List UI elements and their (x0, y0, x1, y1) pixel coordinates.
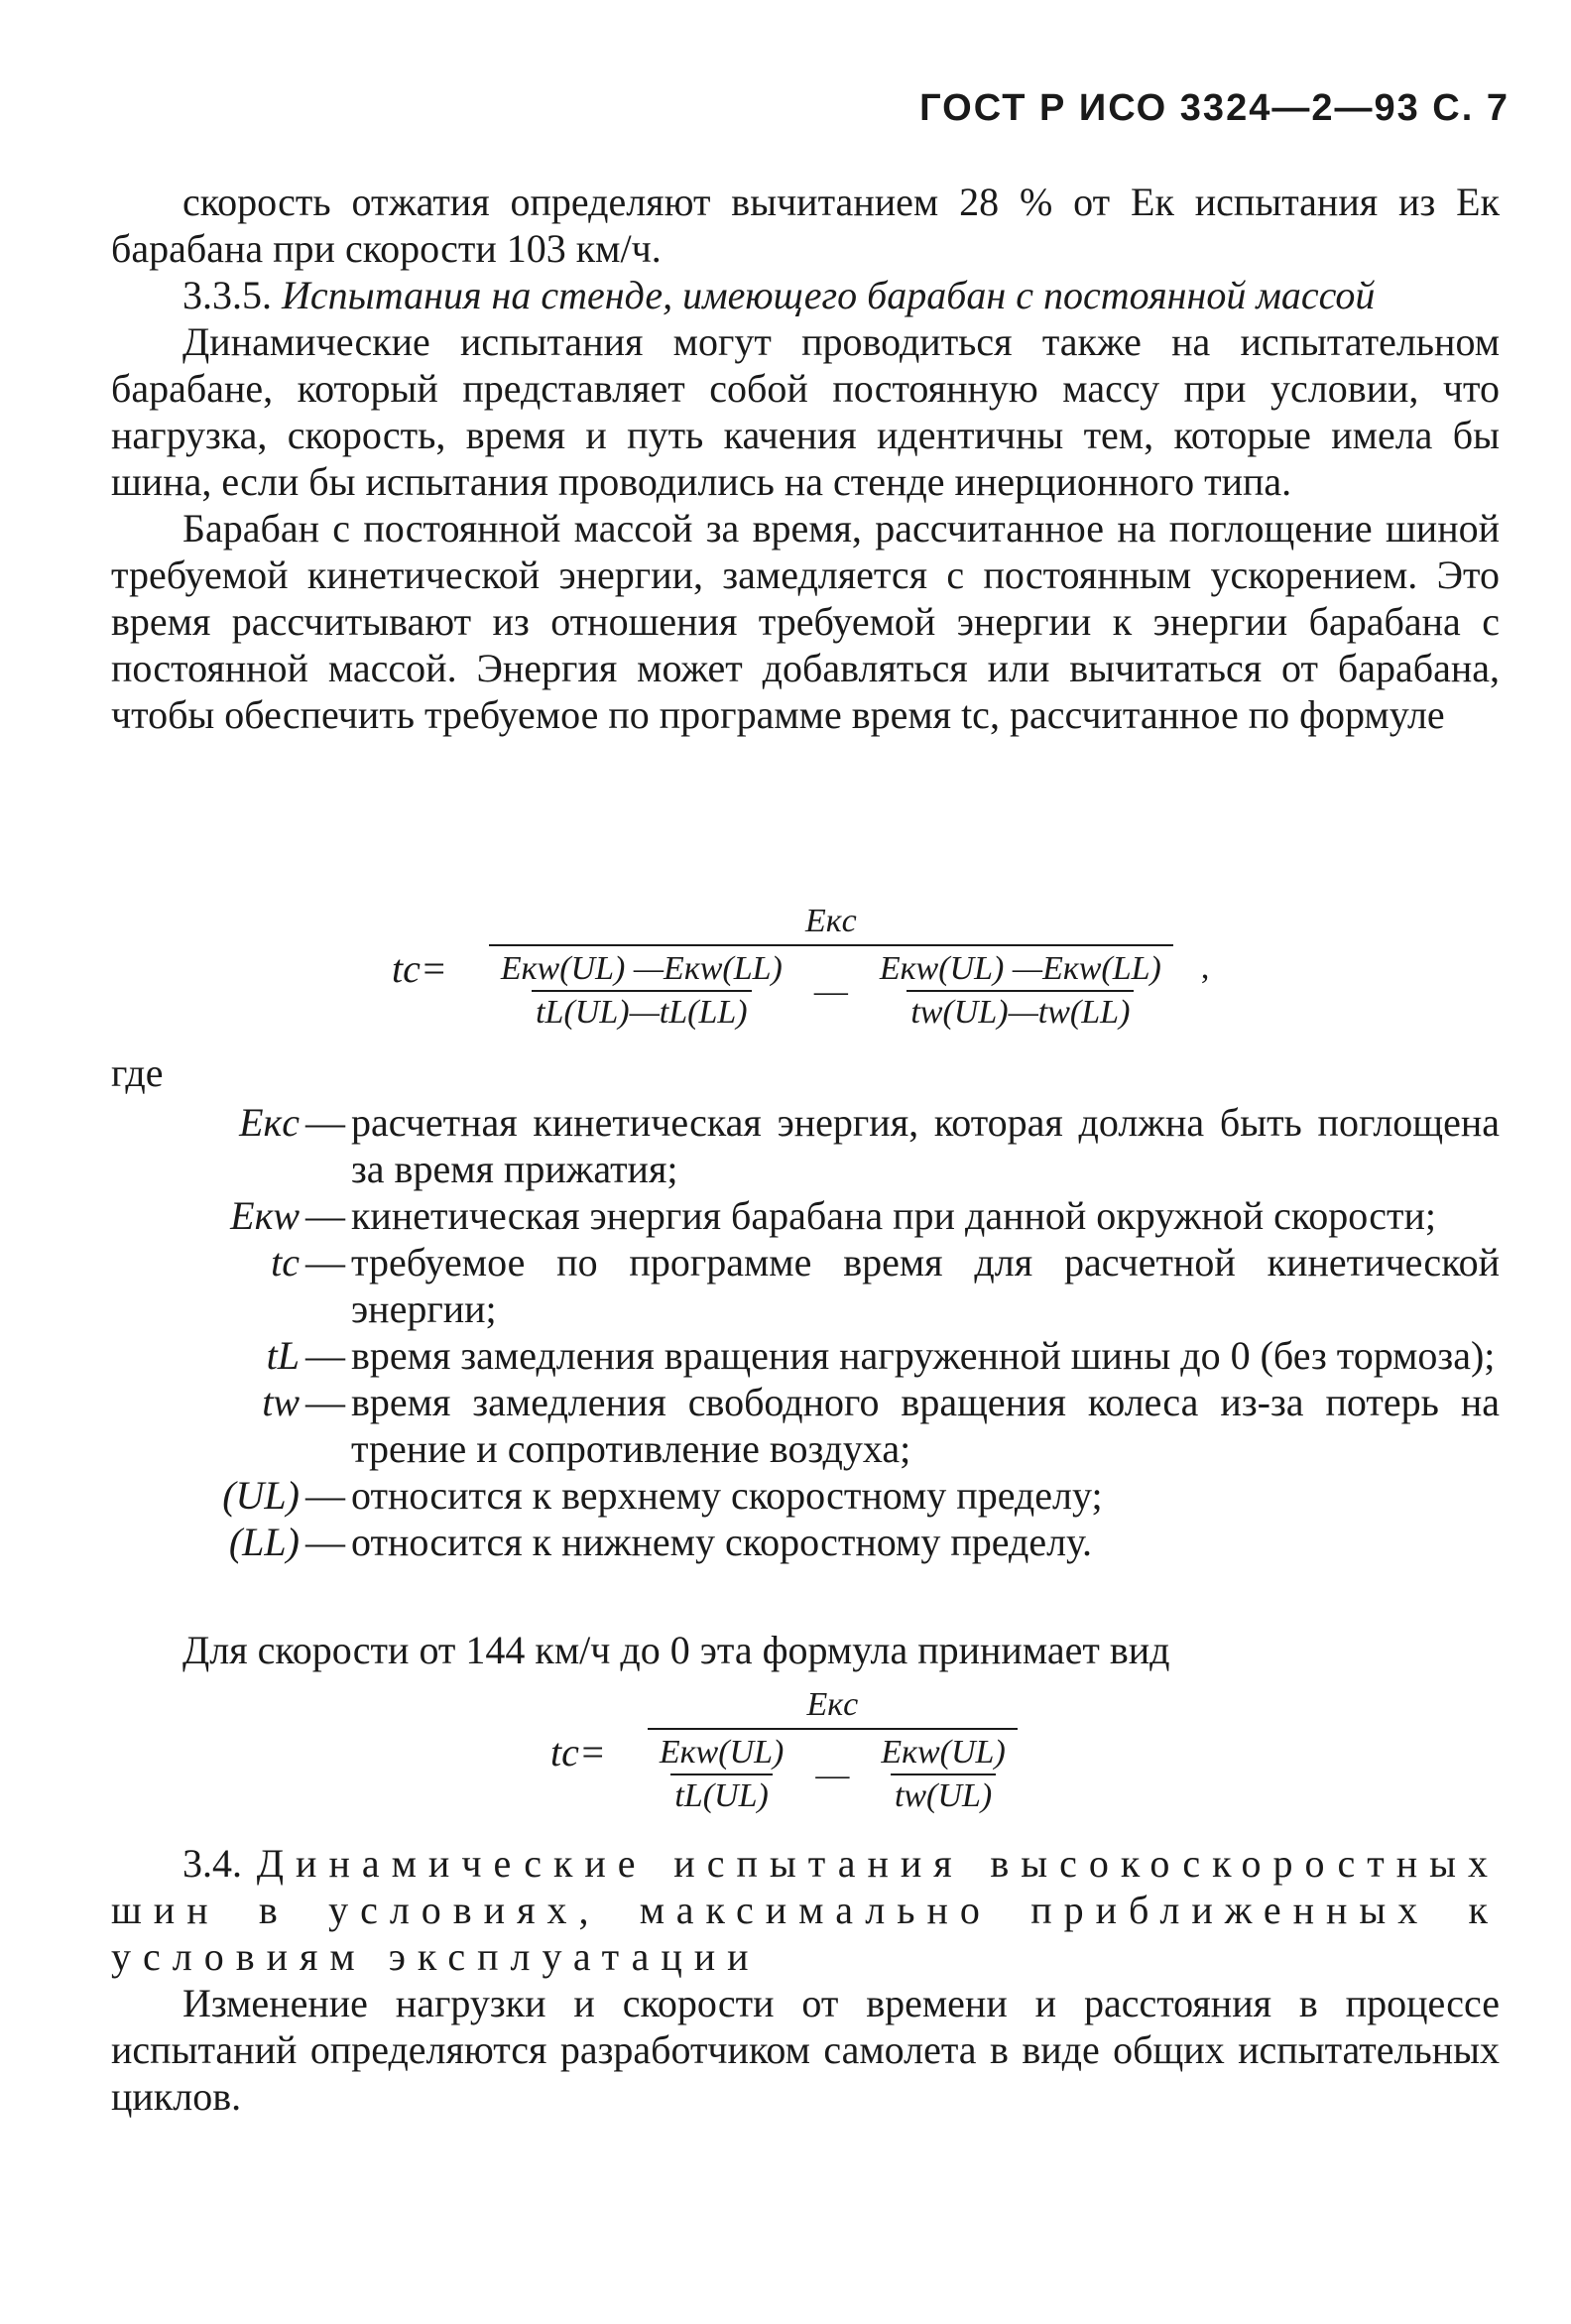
definition-item: tw — время замедления свободного вращения колеса из-за потерь на трение и сопротивление воздуха; (111, 1379, 1500, 1472)
sub-fraction-2-numerator: Eкw(UL) (881, 1734, 1006, 1771)
definition-symbol: tw (262, 1380, 300, 1424)
paragraph-4: Для скорости от 144 км/ч до 0 эта формула принимает вид (182, 1628, 1170, 1672)
formula-lhs: tc= (550, 1729, 606, 1774)
sub-fraction-1-denominator: tL(UL)—tL(LL) (532, 990, 752, 1034)
denominator (489, 944, 1173, 1034)
section-number: 3.4. (182, 1841, 242, 1886)
numerator: Eкc (804, 903, 857, 939)
definition-item: (LL) — относится к нижнему скоростному пределу. (111, 1519, 1500, 1565)
sub-fraction-1 (656, 1734, 787, 1817)
main-fraction (489, 903, 1173, 1034)
sub-fraction-2 (876, 950, 1165, 1034)
definition-item: Eкc — расчетная кинетическая энергия, которая должна быть поглощена за время прижатия; (111, 1099, 1500, 1192)
definition-symbol: Eкw (230, 1193, 300, 1238)
where-label: где (111, 1050, 164, 1095)
page-header: ГОСТ Р ИСО 3324—2—93 С. 7 (919, 87, 1510, 129)
section-number: 3.3.5. (182, 273, 272, 317)
section-3-3-5-heading (111, 272, 1500, 318)
definition-item: tc — требуемое по программе время для расчетной кинетической энергии; (111, 1239, 1500, 1332)
text-block-top (111, 179, 1500, 738)
sub-fraction-1 (497, 950, 786, 1034)
definition-item: (UL) — относится к верхнему скоростному пределу; (111, 1472, 1500, 1519)
text-block-bottom (111, 1840, 1500, 2120)
paragraph-5: Изменение нагрузки и скорости от времени и расстояния в процессе испытаний определяются разработчиком самолета в виде общих испытательных циклов. (111, 1981, 1500, 2119)
definition-item: tL — время замедления вращения нагруженной шины до 0 (без тормоза); (111, 1332, 1500, 1379)
paragraph-1: скорость отжатия определяют вычитанием 28 % от Eк испытания из Eк барабана при скорости 103 км/ч. (111, 180, 1500, 271)
definition-symbol: tL (266, 1333, 300, 1378)
main-fraction (648, 1686, 1018, 1817)
sub-fraction-1-numerator: Eкw(UL) —Eкw(LL) (500, 950, 783, 987)
formula-1 (392, 903, 1209, 1034)
definition-symbol: (UL) (222, 1473, 300, 1518)
definition-text: расчетная кинетическая энергия, которая должна быть поглощена за время прижатия; (351, 1100, 1500, 1191)
numerator: Eкc (806, 1686, 859, 1723)
definition-text: время замедления вращения нагруженной шины до 0 (без тормоза); (351, 1333, 1496, 1378)
definition-text: относится к верхнему скоростному пределу; (351, 1473, 1103, 1518)
section-title: Динамические испытания высокоскоростных шин в условиях, максимально приближенных к условиям эксплуатации (111, 1841, 1500, 1979)
sub-fraction-2-denominator: tw(UL) (891, 1774, 996, 1817)
definition-symbol: Eкc (239, 1100, 300, 1145)
definition-text: относится к нижнему скоростному пределу. (351, 1520, 1093, 1564)
formula-comma: , (1200, 949, 1210, 986)
definition-symbol: (LL) (228, 1520, 300, 1564)
sub-fraction-2 (877, 1734, 1009, 1817)
definition-text: время замедления свободного вращения колеса из-за потерь на трение и сопротивление воздуха; (351, 1380, 1500, 1471)
definition-text: кинетическая энергия барабана при данной окружной скорости; (351, 1193, 1437, 1238)
text-block-middle (111, 1627, 1500, 1673)
paragraph-3: Барабан с постоянной массой за время, рассчитанное на поглощение шиной требуемой кинетической энергии, замедляется с постоянным ускорением. Это время рассчитывают из отношения требуемой энергии к энергии барабана с постоянной массой. Энергия может добавляться или вычитаться от барабана, чтобы обеспечить требуемое по программе время tc, рассчитанное по формуле (111, 506, 1500, 737)
section-title: Испытания на стенде, имеющего барабан с постоянной массой (282, 273, 1376, 317)
definitions-list (111, 1099, 1500, 1565)
definition-text: требуемое по программе время для расчетной кинетической энергии; (351, 1240, 1500, 1331)
minus-sign: — (813, 973, 848, 1010)
sub-fraction-2-denominator: tw(UL)—tw(LL) (906, 990, 1134, 1034)
denominator (648, 1728, 1018, 1817)
paragraph-2: Динамические испытания могут проводиться также на испытательном барабане, который представляет собой постоянную массу при условии, что нагрузка, скорость, время и путь качения идентичны тем, которые имела бы шина, если бы испытания проводились на стенде инерционного типа. (111, 319, 1500, 504)
definition-symbol: tc (271, 1240, 300, 1284)
section-3-4-heading (111, 1840, 1500, 1980)
formula-lhs: tc= (392, 945, 447, 991)
definition-item: Eкw — кинетическая энергия барабана при данной окружной скорости; (111, 1192, 1500, 1239)
sub-fraction-1-numerator: Eкw(UL) (659, 1734, 785, 1771)
formula-2 (550, 1686, 1018, 1817)
minus-sign: — (815, 1757, 850, 1793)
sub-fraction-1-denominator: tL(UL) (670, 1774, 772, 1817)
sub-fraction-2-numerator: Eкw(UL) —Eкw(LL) (879, 950, 1161, 987)
